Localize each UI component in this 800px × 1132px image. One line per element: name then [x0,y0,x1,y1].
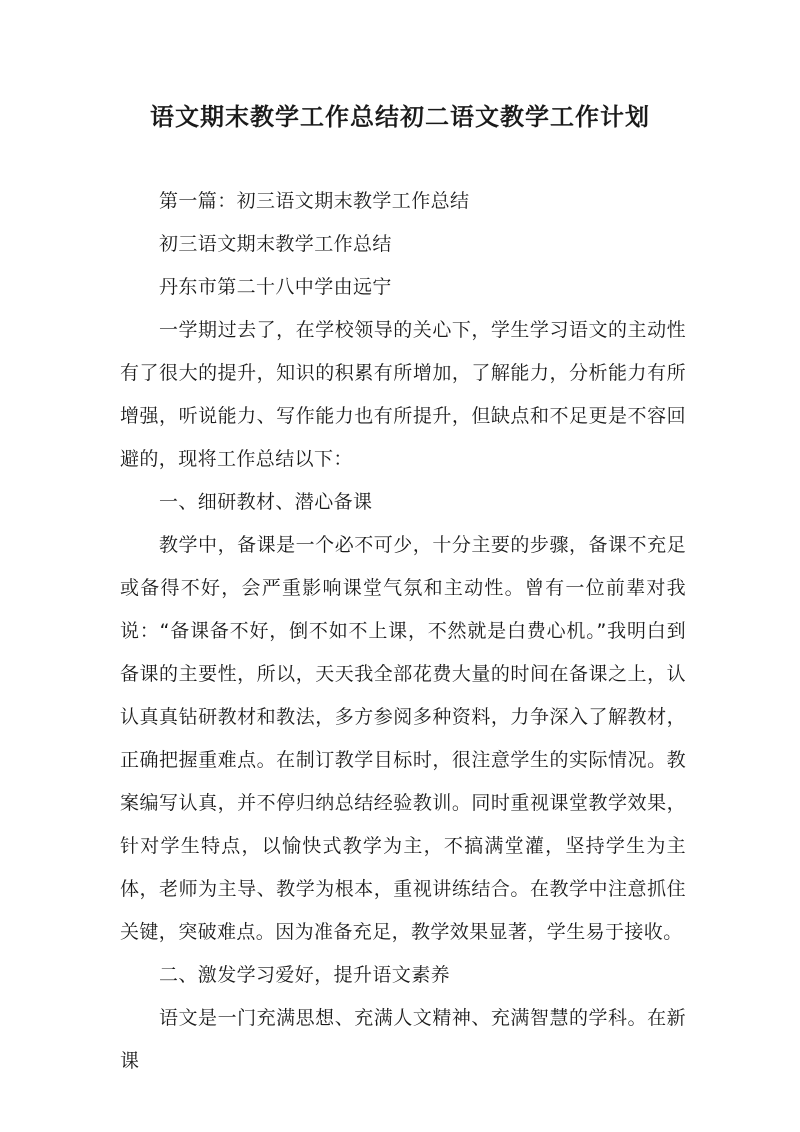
section-heading-two: 二、激发学习爱好，提升语文素养 [159,964,451,986]
section-heading-part-one: 第一篇：初三语文期末教学工作总结 [159,190,470,212]
document-title: 语文期末教学工作总结初二语文教学工作计划 [150,102,650,131]
subtitle: 初三语文期末教学工作总结 [159,233,392,255]
intro-paragraph: 一学期过去了，在学校领导的关心下，学生学习语文的主动性有了很大的提升，知识的积累有所增加，了解能力，分析能力有所增强，听说能力、写作能力也有所提升，但缺点和不足更是不容回避的，现将工作总结以下： [120,319,686,470]
document-body [120,180,686,1083]
author-line: 丹东市第二十八中学由远宁 [159,276,392,298]
section-heading-one: 一、细研教材、潜心备课 [159,491,373,513]
lesson-prep-paragraph: 教学中，备课是一个必不可少，十分主要的步骤，备课不充足或备得不好，会严重影响课堂气氛和主动性。曾有一位前辈对我说：“备课备不好，倒不如不上课，不然就是白费心机。”我明白到备课的主要性，所以，天天我全部花费大量的时间在备课之上，认认真真钻研教材和教法，多方参阅多种资料，力争深入了解教材，正确把握重难点。在制订教学目标时，很注意学生的实际情况。教案编写认真，并不停归纳总结经验教训。同时重视课堂教学效果，针对学生特点，以愉快式教学为主，不搞满堂灌，坚持学生为主体，老师为主导、教学为根本，重视讲练结合。在教学中注意抓住关键，突破难点。因为准备充足，教学效果显著，学生易于接收。 [120,534,686,943]
literacy-paragraph: 语文是一门充满思想、充满人文精神、充满智慧的学科。在新课 [120,1007,686,1072]
